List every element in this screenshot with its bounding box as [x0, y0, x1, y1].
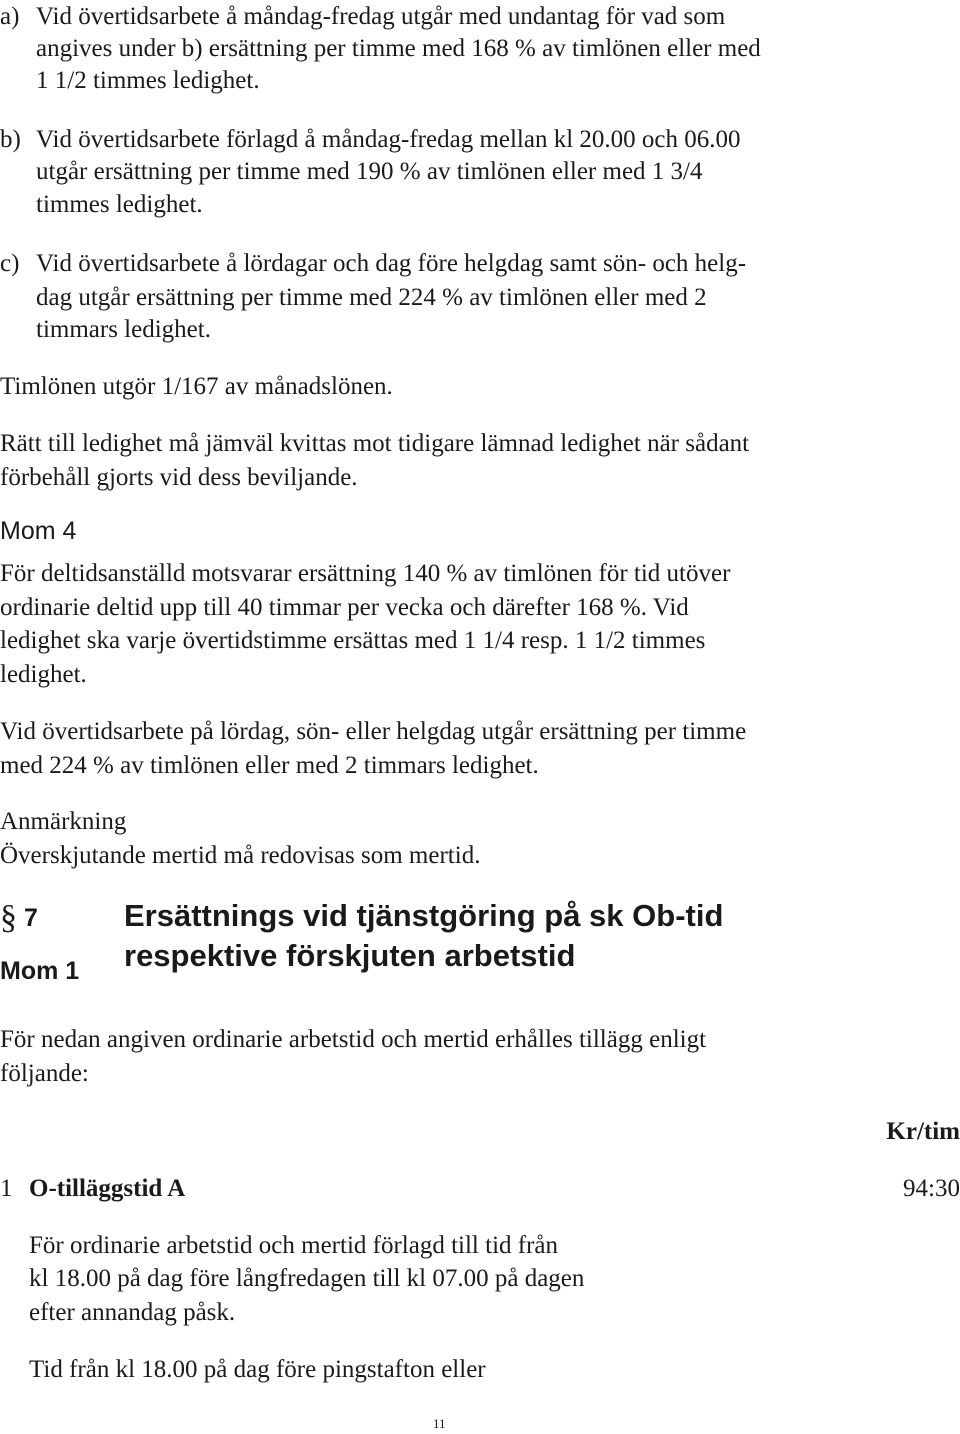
item-a-line-2: angives under b) ersättning per timme med 168 % av timlönen eller med: [36, 35, 761, 62]
item-c-line-2: dag utgår ersättning per timme med 224 % av timlönen eller med 2: [36, 284, 707, 311]
list-marker-b: b): [0, 126, 21, 153]
page-number: 11: [433, 1416, 446, 1431]
item-1-desc2: Tid från kl 18.00 på dag före pingstafton eller: [29, 1356, 486, 1383]
item-b-line-1: Vid övertidsarbete förlagd å måndag-fredag mellan kl 20.00 och 06.00: [36, 126, 741, 153]
paragraph-timlon: Timlönen utgör 1/167 av månadslönen.: [0, 373, 393, 400]
item-b-line-2: utgår ersättning per timme med 190 % av timlönen eller med 1 3/4: [36, 158, 703, 185]
mom1-heading: Mom 1: [0, 957, 80, 985]
intro-line-2: följande:: [0, 1060, 89, 1087]
mom4-heading: Mom 4: [0, 517, 77, 545]
item-1-desc-line-3: efter annandag påsk.: [29, 1299, 236, 1326]
list-marker-c: c): [0, 250, 20, 277]
note-label: Anmärkning: [0, 808, 127, 835]
paragraph-ratt-line-2: förbehåll gjorts vid dess beviljande.: [0, 464, 358, 491]
item-c-line-3: timmars ledighet.: [36, 316, 211, 343]
item-c-line-1: Vid övertidsarbete å lördagar och dag före helgdag samt sön- och helg-: [36, 250, 747, 277]
mom4-p2-line-1: Vid övertidsarbete på lördag, sön- eller helgdag utgår ersättning per timme: [0, 718, 747, 745]
item-a-line-1: Vid övertidsarbete å måndag-fredag utgår med undantag för vad som: [36, 3, 726, 30]
mom4-p2-line-2: med 224 % av timlönen eller med 2 timmars ledighet.: [0, 752, 539, 779]
item-1-amount: 94:30: [903, 1175, 960, 1202]
item-1-desc-line-1: För ordinarie arbetstid och mertid förlagd till tid från: [29, 1232, 559, 1259]
unit-header: Kr/tim: [886, 1118, 960, 1145]
section-title-line-1: Ersättnings vid tjänstgöring på sk Ob-tid: [124, 898, 724, 933]
item-1-title: O-tilläggstid A: [29, 1175, 186, 1202]
section-title-line-2: respektive förskjuten arbetstid: [124, 938, 576, 973]
list-marker-a: a): [0, 3, 20, 30]
paragraph-ratt-line-1: Rätt till ledighet må jämväl kvittas mot tidigare lämnad ledighet när sådant: [0, 430, 750, 457]
note-text: Överskjutande mertid må redovisas som mertid.: [0, 842, 481, 869]
section-title: [124, 896, 723, 976]
section-symbol: §: [0, 899, 17, 936]
item-1-number: 1: [0, 1175, 13, 1202]
mom4-p1-line-1: För deltidsanställd motsvarar ersättning 140 % av timlönen för tid utöver: [0, 560, 731, 587]
item-a-line-3: 1 1/2 timmes ledighet.: [36, 67, 260, 94]
mom4-p1-line-3: ledighet ska varje övertidstimme ersättas med 1 1/4 resp. 1 1/2 timmes: [0, 627, 706, 654]
mom4-p1-line-2: ordinarie deltid upp till 40 timmar per vecka och därefter 168 %. Vid: [0, 594, 689, 621]
intro-line-1: För nedan angiven ordinarie arbetstid och mertid erhålles tillägg enligt: [0, 1026, 707, 1053]
item-b-line-3: timmes ledighet.: [36, 191, 203, 218]
mom4-p1-line-4: ledighet.: [0, 661, 87, 688]
section-number: 7: [24, 904, 38, 932]
item-1-desc-line-2: kl 18.00 på dag före långfredagen till kl 07.00 på dagen: [29, 1265, 585, 1292]
